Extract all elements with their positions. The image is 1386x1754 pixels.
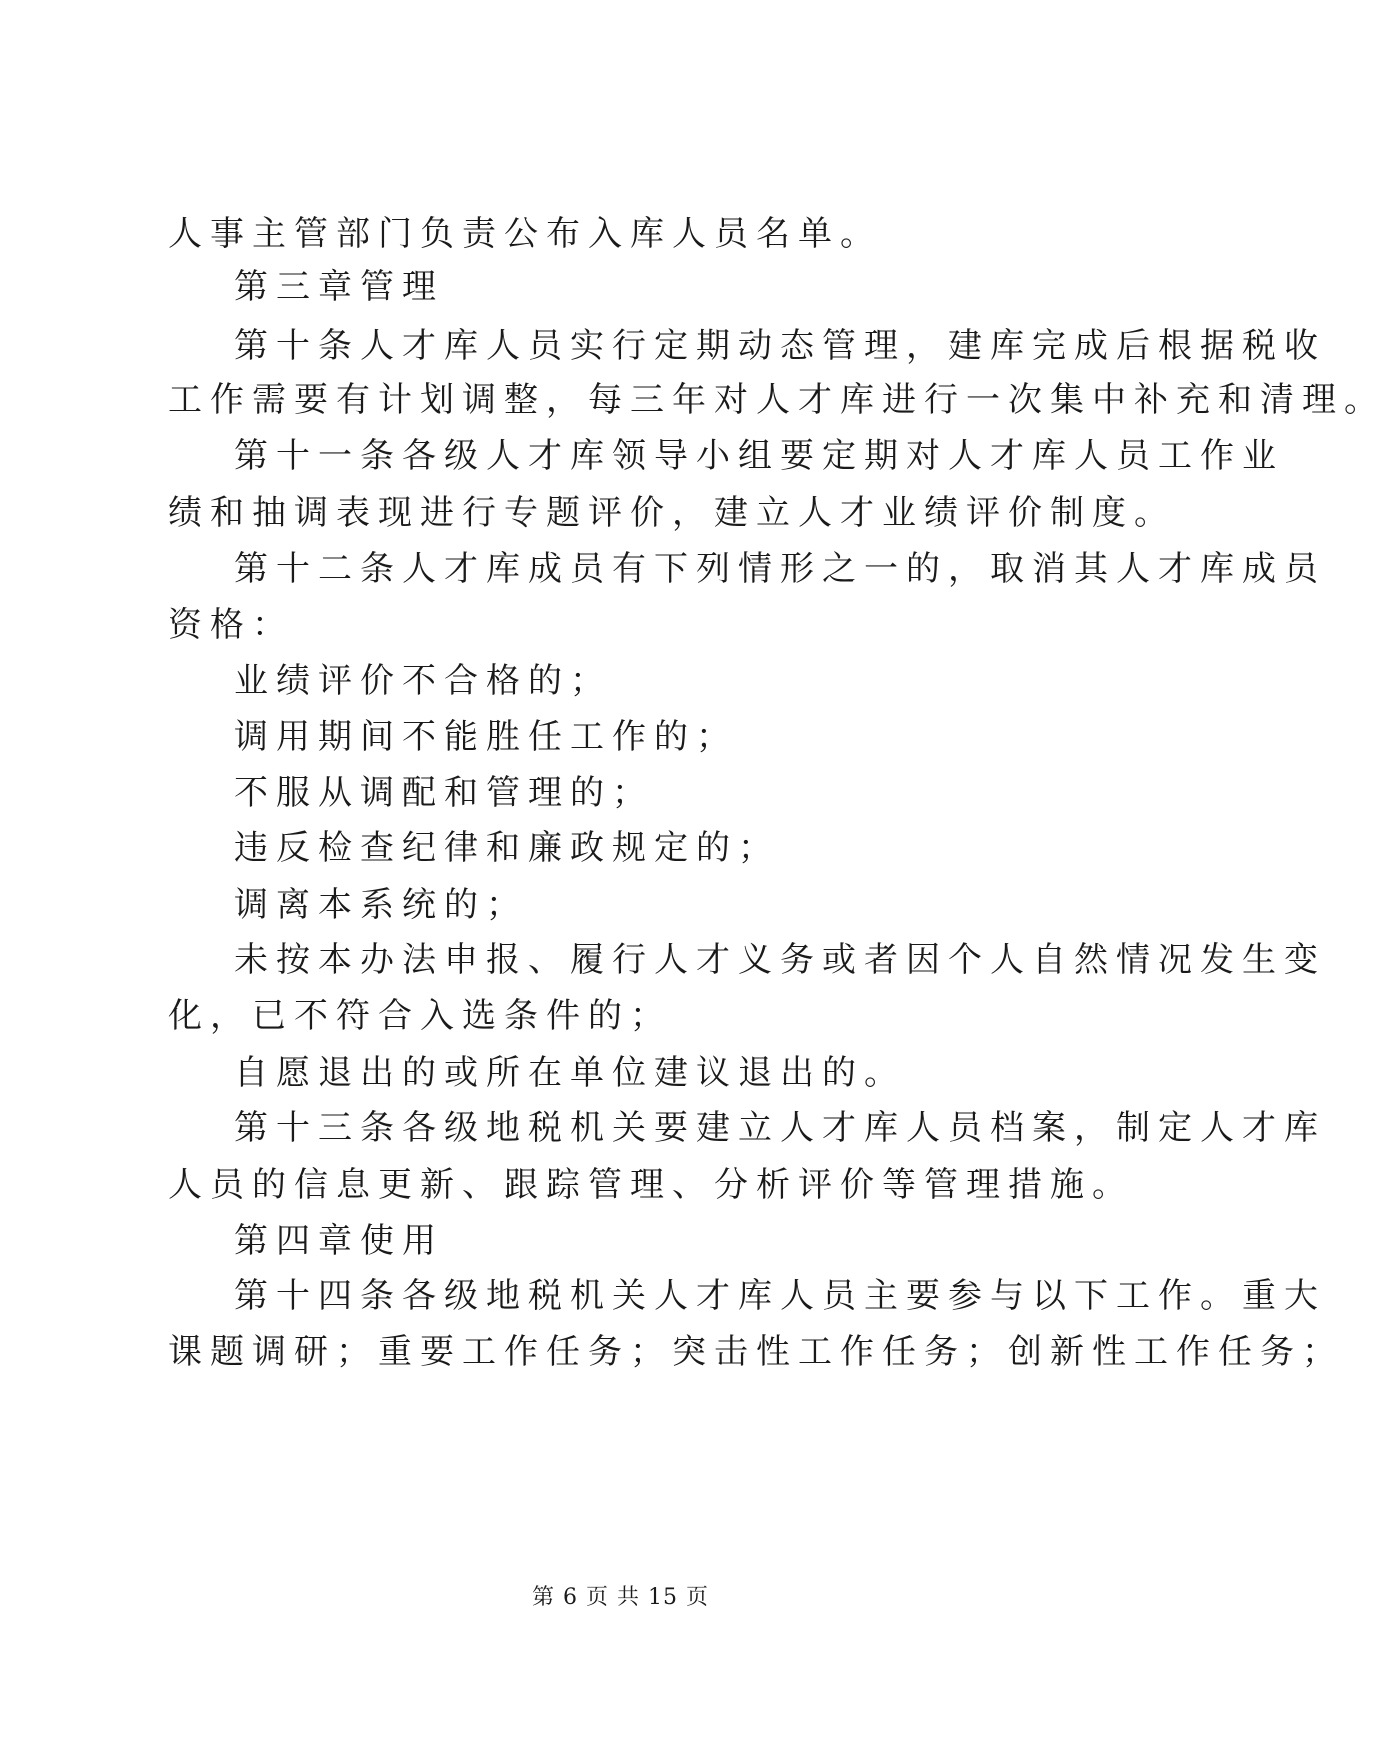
article-line: 第十二条人才库成员有下列情形之一的，取消其人才库成员 [234,549,1326,589]
list-item: 未按本办法申报、履行人才义务或者因个人自然情况发生变 [234,940,1326,980]
body-line: 绩和抽调表现进行专题评价，建立人才业绩评价制度。 [168,493,1176,533]
chapter-heading: 第四章使用 [234,1221,444,1261]
page-number-footer: 第 6 页 共 15 页 [532,1585,709,1610]
list-item: 不服从调配和管理的； [234,773,654,813]
body-line: 课题调研；重要工作任务；突击性工作任务；创新性工作任务； [168,1332,1344,1372]
body-line: 资格： [168,605,294,645]
body-line: 人事主管部门负责公布入库人员名单。 [168,214,882,254]
chapter-heading: 第三章管理 [234,267,444,307]
body-line: 工作需要有计划调整，每三年对人才库进行一次集中补充和清理。 [168,380,1386,420]
list-item: 业绩评价不合格的； [234,661,612,701]
list-item: 自愿退出的或所在单位建议退出的。 [234,1053,906,1093]
article-line: 第十三条各级地税机关要建立人才库人员档案，制定人才库 [234,1108,1326,1148]
list-item: 违反检查纪律和廉政规定的； [234,828,780,868]
body-line: 人员的信息更新、跟踪管理、分析评价等管理措施。 [168,1165,1134,1205]
list-item: 调离本系统的； [234,885,528,925]
article-line: 第十四条各级地税机关人才库人员主要参与以下工作。重大 [234,1276,1326,1316]
list-item: 调用期间不能胜任工作的； [234,717,738,757]
article-line: 第十一条各级人才库领导小组要定期对人才库人员工作业 [234,436,1284,476]
body-line: 化，已不符合入选条件的； [168,996,672,1036]
article-line: 第十条人才库人员实行定期动态管理，建库完成后根据税收 [234,326,1326,366]
